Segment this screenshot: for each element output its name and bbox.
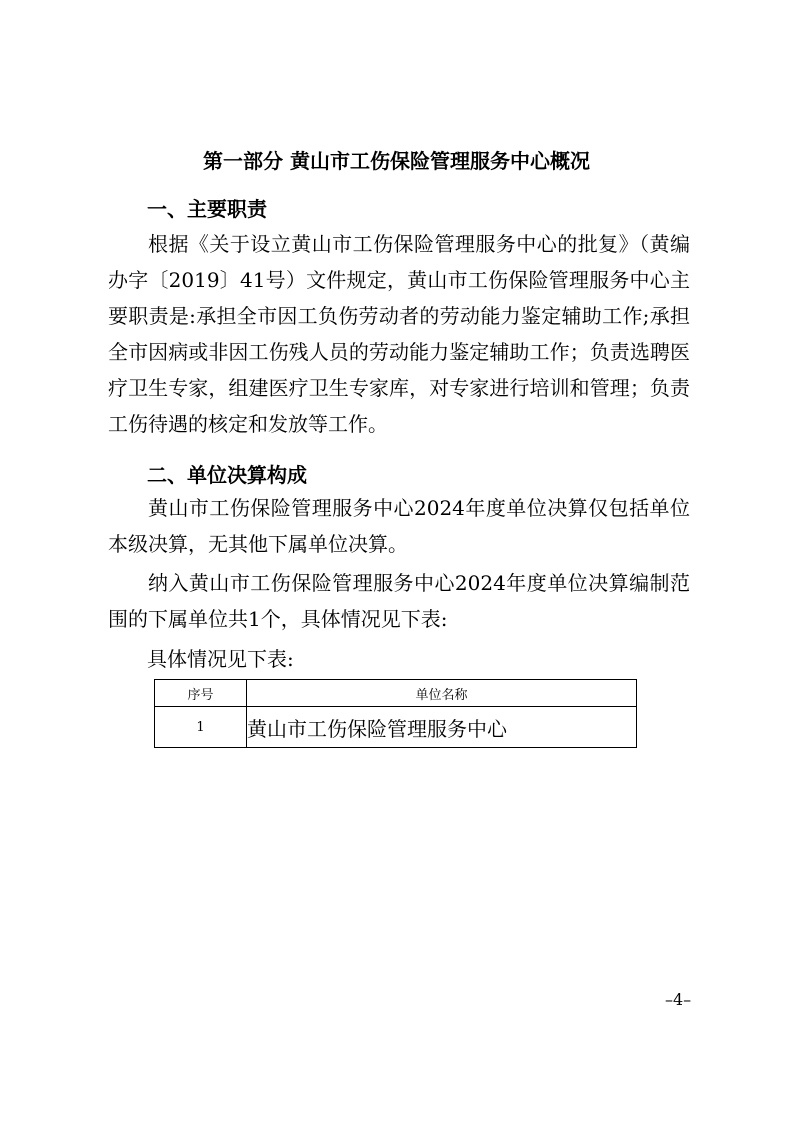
section-heading-duties: 一、主要职责 (147, 197, 267, 221)
table-intro: 具体情况见下表: (147, 647, 294, 671)
page-title: 第一部分 黄山市工伤保险管理服务中心概况 (203, 149, 590, 173)
unit-table (154, 679, 637, 748)
header-serial-number: 序号 (155, 680, 247, 707)
row-serial-number: 1 (155, 707, 247, 748)
table-header-row (155, 680, 637, 707)
composition-paragraph: 黄山市工伤保险管理服务中心2024年度单位决算仅包括单位本级决算，无其他下属单位决算。 (108, 496, 690, 556)
section-heading-composition: 二、单位决算构成 (147, 463, 307, 487)
row-unit-name: 黄山市工伤保险管理服务中心 (247, 707, 637, 748)
scope-paragraph: 纳入黄山市工伤保险管理服务中心2024年度单位决算编制范围的下属单位共1个，具体情况见下表: (108, 571, 690, 631)
table-row (155, 707, 637, 748)
header-unit-name: 单位名称 (247, 680, 637, 707)
duties-paragraph: 根据《关于设立黄山市工伤保险管理服务中心的批复》（黄编办字〔2019〕41号）文件规定，黄山市工伤保险管理服务中心主要职责是:承担全市因工负伤劳动者的劳动能力鉴定辅助工作;承担全市因病或非因工伤残人员的劳动能力鉴定辅助工作；负责选聘医疗卫生专家，组建医疗卫生专家库，对专家进行培训和管理；负责工伤待遇的核定和发放等工作。 (108, 232, 690, 436)
page-number: –4– (665, 990, 692, 1009)
